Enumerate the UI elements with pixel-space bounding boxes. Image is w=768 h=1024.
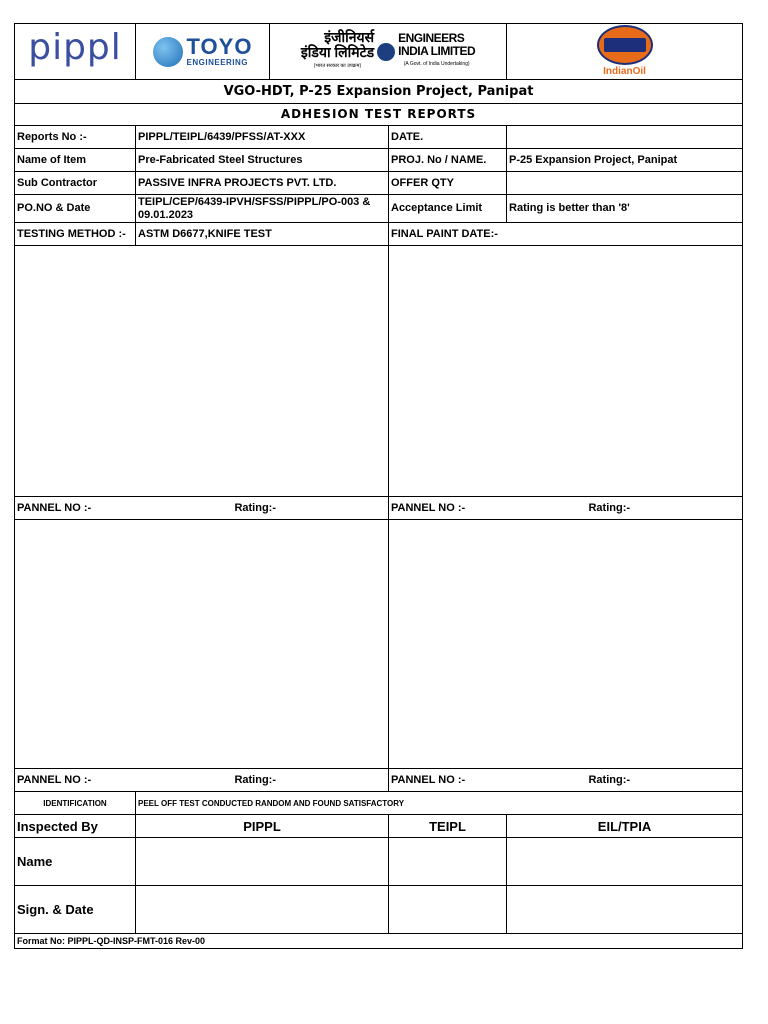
panel-row-1-right	[389, 497, 743, 520]
eil-hindi-sub: (भारत सरकार का उपक्रम)	[313, 63, 362, 69]
toyo-logo	[136, 24, 270, 79]
photo-area-1	[15, 246, 389, 497]
rating-label: Rating:-	[588, 773, 631, 786]
rating-label: Rating:-	[234, 501, 276, 514]
col-eil-tpia: EIL/TPIA	[507, 815, 743, 838]
report-title: ADHESION TEST REPORTS	[15, 104, 743, 126]
acceptance-label: Acceptance Limit	[389, 195, 507, 223]
report-table	[14, 23, 743, 949]
panel-no-label: PANNEL NO :-	[17, 773, 92, 786]
toyo-logo-subtext: ENGINEERING	[186, 58, 249, 67]
name-pippl-cell	[136, 838, 389, 886]
sign-teipl-cell	[389, 886, 507, 934]
reports-no-value: PIPPL/TEIPL/6439/PFSS/AT-XXX	[136, 126, 389, 149]
name-label: Name	[15, 838, 136, 886]
pippl-logo-cell	[15, 24, 136, 80]
eil-en-line-2: INDIA LIMITED	[398, 44, 476, 58]
eil-en-line-1: ENGINEERS	[398, 31, 465, 45]
offer-qty-value	[507, 172, 743, 195]
rating-label: Rating:-	[588, 501, 631, 514]
indianoil-logo	[507, 25, 742, 78]
final-paint-date-label: FINAL PAINT DATE:-	[389, 223, 743, 246]
panel-row-2-left	[15, 769, 389, 792]
partner-logos-cell	[136, 24, 507, 80]
toyo-logo-text: TOYO	[186, 34, 253, 59]
pippl-logo: pippl	[28, 26, 122, 68]
name-teipl-cell	[389, 838, 507, 886]
format-number: Format No: PIPPL-QD-INSP-FMT-016 Rev-00	[15, 934, 743, 949]
col-pippl: PIPPL	[136, 815, 389, 838]
sign-pippl-cell	[136, 886, 389, 934]
sub-contractor-label: Sub Contractor	[15, 172, 136, 195]
sign-date-label: Sign. & Date	[15, 886, 136, 934]
po-value: TEIPL/CEP/6439-IPVH/SFSS/PIPPL/PO-003 & 09.01.2023	[136, 195, 389, 223]
toyo-emblem-icon	[153, 37, 183, 67]
identification-label: IDENTIFICATION	[15, 792, 136, 815]
photo-area-3	[15, 520, 389, 769]
col-teipl: TEIPL	[389, 815, 507, 838]
panel-row-1-left	[15, 497, 389, 520]
panel-row-2-right	[389, 769, 743, 792]
testing-method-label: TESTING METHOD :-	[15, 223, 136, 246]
sign-eil-cell	[507, 886, 743, 934]
adhesion-test-report-sheet	[14, 23, 742, 949]
acceptance-value: Rating is better than '8'	[507, 195, 743, 223]
identification-value: PEEL OFF TEST CONDUCTED RANDOM AND FOUND SATISFACTORY	[136, 792, 743, 815]
testing-method-value: ASTM D6677,KNIFE TEST	[136, 223, 389, 246]
proj-label: PROJ. No / NAME.	[389, 149, 507, 172]
eil-logo	[270, 24, 506, 79]
date-label: DATE.	[389, 126, 507, 149]
indianoil-logo-text: IndianOil	[603, 66, 646, 77]
eil-emblem-icon	[377, 43, 395, 61]
eil-hindi-line-1: इंजीनियर्स	[324, 29, 375, 45]
item-label: Name of Item	[15, 149, 136, 172]
po-label: PO.NO & Date	[15, 195, 136, 223]
indianoil-emblem-icon	[597, 25, 653, 65]
photo-area-4	[389, 520, 743, 769]
offer-qty-label: OFFER QTY	[389, 172, 507, 195]
proj-value: P-25 Expansion Project, Panipat	[507, 149, 743, 172]
date-value	[507, 126, 743, 149]
ioc-logo-cell	[507, 24, 743, 80]
inspected-by-label: Inspected By	[15, 815, 136, 838]
item-value: Pre-Fabricated Steel Structures	[136, 149, 389, 172]
project-title: VGO-HDT, P-25 Expansion Project, Panipat	[15, 80, 743, 104]
rating-label: Rating:-	[234, 773, 276, 786]
eil-hindi-line-2: इंडिया लिमिटेड	[300, 44, 375, 60]
panel-no-label: PANNEL NO :-	[17, 501, 92, 514]
sub-contractor-value: PASSIVE INFRA PROJECTS PVT. LTD.	[136, 172, 389, 195]
panel-no-label: PANNEL NO :-	[391, 501, 466, 514]
photo-area-2	[389, 246, 743, 497]
eil-en-sub: (A Govt. of India Undertaking)	[403, 61, 470, 67]
name-eil-cell	[507, 838, 743, 886]
panel-no-label: PANNEL NO :-	[391, 773, 466, 786]
reports-no-label: Reports No :-	[15, 126, 136, 149]
